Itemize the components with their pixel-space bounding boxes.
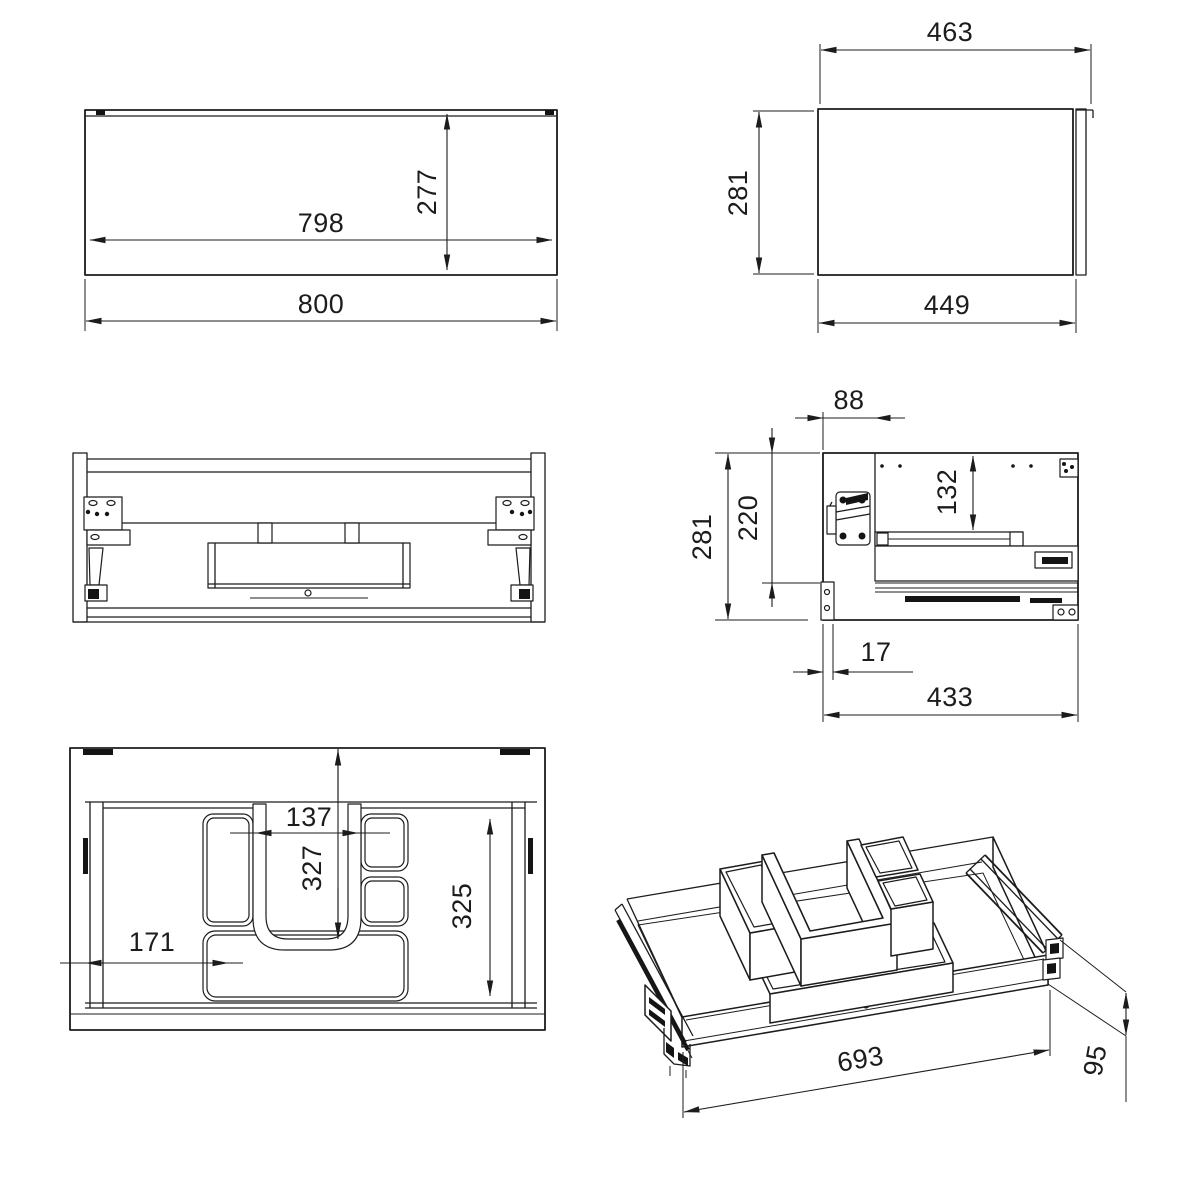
back-view <box>73 453 545 622</box>
dim-top-drop: 132 <box>932 468 962 516</box>
dim-front-inner-width: 798 <box>297 208 345 238</box>
dim-hinge-offset: 88 <box>833 385 865 415</box>
front-view <box>85 110 557 331</box>
dim-side-overall-depth: 463 <box>926 17 974 47</box>
dim-section-height: 281 <box>687 513 717 561</box>
screw-hole <box>305 590 311 596</box>
dim-17 <box>793 624 913 722</box>
dim-front-outer-width: 800 <box>297 289 345 319</box>
plan-view <box>60 748 545 1030</box>
dim-back-height: 220 <box>733 494 763 542</box>
iso-runner-rail <box>615 904 693 1078</box>
dim-iso-side-height: 95 <box>1077 1042 1113 1079</box>
dim-88 <box>795 385 905 450</box>
dim-325 <box>447 819 490 996</box>
side-front-panel <box>1076 109 1086 275</box>
dim-449 <box>818 279 1076 333</box>
dim-463 <box>820 17 1091 104</box>
dim-281-side <box>723 111 814 274</box>
dim-side-body-depth: 449 <box>923 290 971 320</box>
dim-cutout-width: 137 <box>285 802 333 832</box>
dim-front-height: 277 <box>412 168 442 216</box>
dim-depth: 433 <box>926 682 974 712</box>
dim-800 <box>85 279 557 331</box>
dim-327 <box>297 749 338 939</box>
dim-iso-width: 693 <box>835 1040 886 1078</box>
dim-220 <box>733 428 820 607</box>
back-panel <box>208 523 410 598</box>
side-view <box>723 17 1093 333</box>
dim-277 <box>412 114 447 270</box>
dim-132 <box>932 456 973 530</box>
hinge-hardware <box>827 492 870 545</box>
corner-bracket <box>1060 459 1078 477</box>
front-panel-outline <box>85 110 557 275</box>
right-runner-bracket <box>488 497 534 601</box>
dim-798 <box>90 208 552 240</box>
section-view <box>687 385 1078 722</box>
dim-left-width: 171 <box>128 927 176 957</box>
dim-cutout-depth: 327 <box>297 844 327 892</box>
side-body-outline <box>818 109 1073 275</box>
dim-inner-depth: 325 <box>447 882 477 930</box>
dim-front-gap: 17 <box>860 637 892 667</box>
dim-side-height: 281 <box>723 169 753 217</box>
iso-organizer <box>720 837 953 1023</box>
left-runner-bracket <box>84 497 130 601</box>
iso-view <box>615 837 1126 1118</box>
